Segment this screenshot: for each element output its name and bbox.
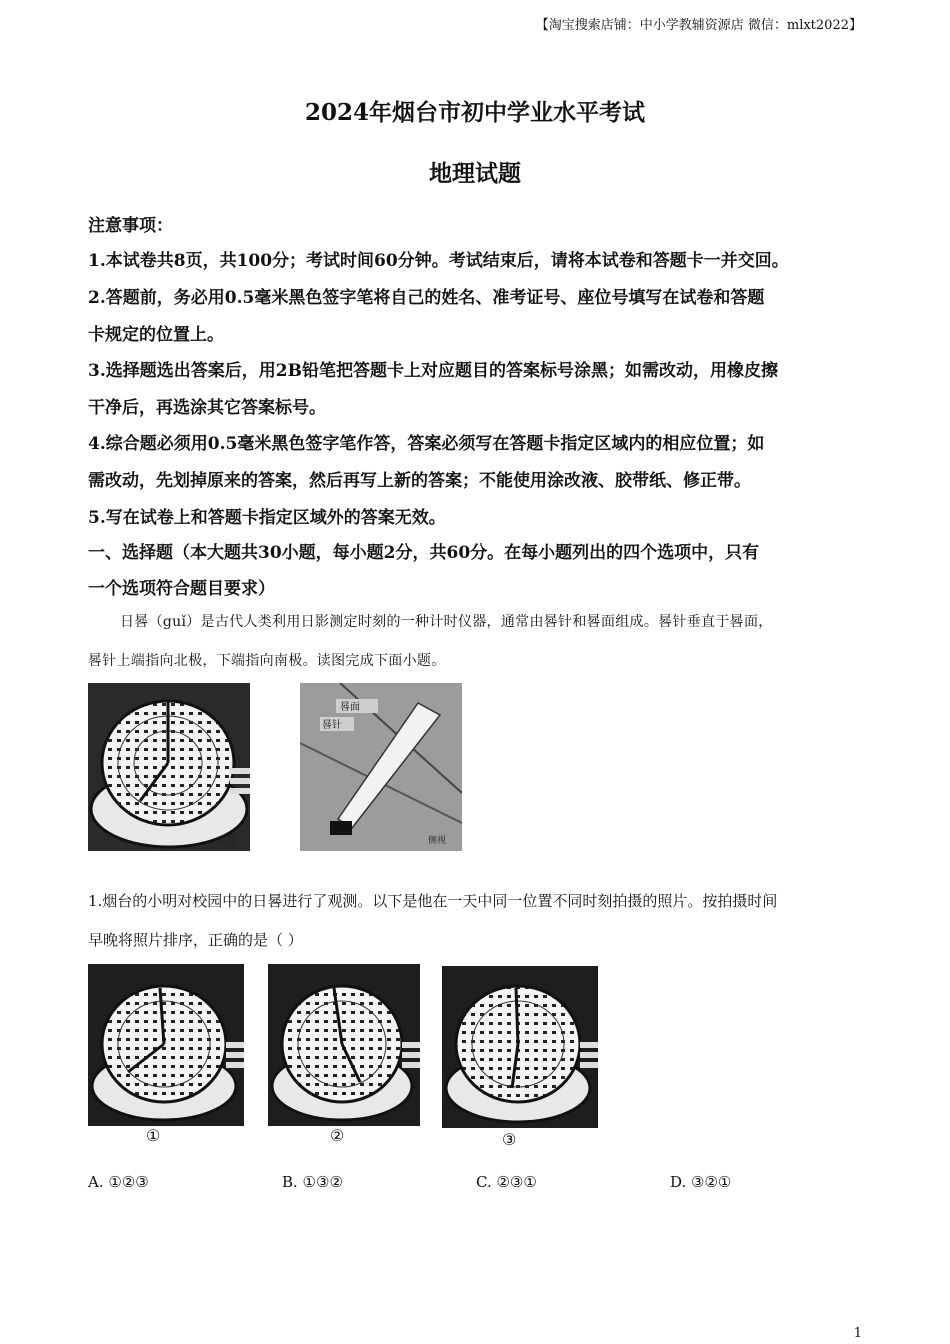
face-label: 晷面 (340, 702, 360, 713)
sundial-side-photo (300, 683, 462, 851)
needle-label: 晷针 (322, 720, 342, 731)
front-view-label: 正视 (218, 836, 237, 846)
notice-line: 需改动，先划掉原来的答案，然后再写上新的答案；不能使用涂改液、胶带纸、修正带。 (88, 471, 751, 491)
notice-line: 4.综合题必须用0.5毫米黑色签字笔作答，答案必须写在答题卡指定区域内的相应位置；如 (88, 434, 765, 454)
option-a[interactable]: A. ①②③ (88, 1173, 149, 1191)
notice-line: 1.本试卷共8页，共100分；考试时间60分钟。考试结束后，请将本试卷和答题卡一并交回。 (88, 251, 789, 271)
notice-line: 干净后，再选涂其它答案标号。 (88, 398, 326, 418)
side-view-label: 侧视 (428, 836, 447, 846)
section-heading: 一、选择题（本大题共30小题，每小题2分，共60分。在每小题列出的四个选项中，只有 (88, 543, 760, 563)
question-1-stem: 1.烟台的小明对校园中的日晷进行了观测。以下是他在一天中同一位置不同时刻拍摄的照片。按拍摄时间 (88, 892, 778, 910)
intro-text: 晷针上端指向北极，下端指向南极。读图完成下面小题。 (88, 653, 446, 669)
option-b[interactable]: B. ①③② (282, 1173, 343, 1191)
photo-2-label: ② (330, 1126, 345, 1145)
sundial-photo-3 (442, 966, 598, 1128)
sundial-photo-1 (88, 964, 244, 1126)
option-d[interactable]: D. ③②① (670, 1173, 732, 1191)
notice-line: 卡规定的位置上。 (88, 325, 224, 345)
sundial-photo-2 (268, 964, 420, 1126)
photo-1-label: ① (146, 1126, 161, 1145)
photo-3-label: ③ (502, 1130, 517, 1149)
exam-title: 2024年烟台市初中学业水平考试 (304, 99, 645, 126)
question-1-stem: 早晚将照片排序，正确的是（ ） (88, 931, 303, 949)
sundial-front-photo (88, 683, 250, 851)
notice-heading: 注意事项： (88, 216, 173, 236)
notice-line: 2.答题前，务必用0.5毫米黑色签字笔将自己的姓名、准考证号、座位号填写在试卷和答题 (88, 288, 765, 308)
intro-text: 日晷（guǐ）是古代人类利用日影测定时刻的一种计时仪器，通常由晷针和晷面组成。晷针垂直于晷面， (120, 614, 773, 630)
shop-header: 【淘宝搜索店铺：中小学教辅资源店 微信：mlxt2022】 (535, 18, 862, 33)
page-number: 1 (853, 1326, 862, 1341)
exam-subtitle: 地理试题 (429, 160, 521, 187)
notice-line: 3.选择题选出答案后，用2B铅笔把答题卡上对应题目的答案标号涂黑；如需改动，用橡皮擦 (88, 361, 778, 381)
section-heading: 一个选项符合题目要求） (88, 579, 275, 599)
option-c[interactable]: C. ②③① (476, 1173, 537, 1191)
notice-line: 5.写在试卷上和答题卡指定区域外的答案无效。 (88, 508, 446, 528)
